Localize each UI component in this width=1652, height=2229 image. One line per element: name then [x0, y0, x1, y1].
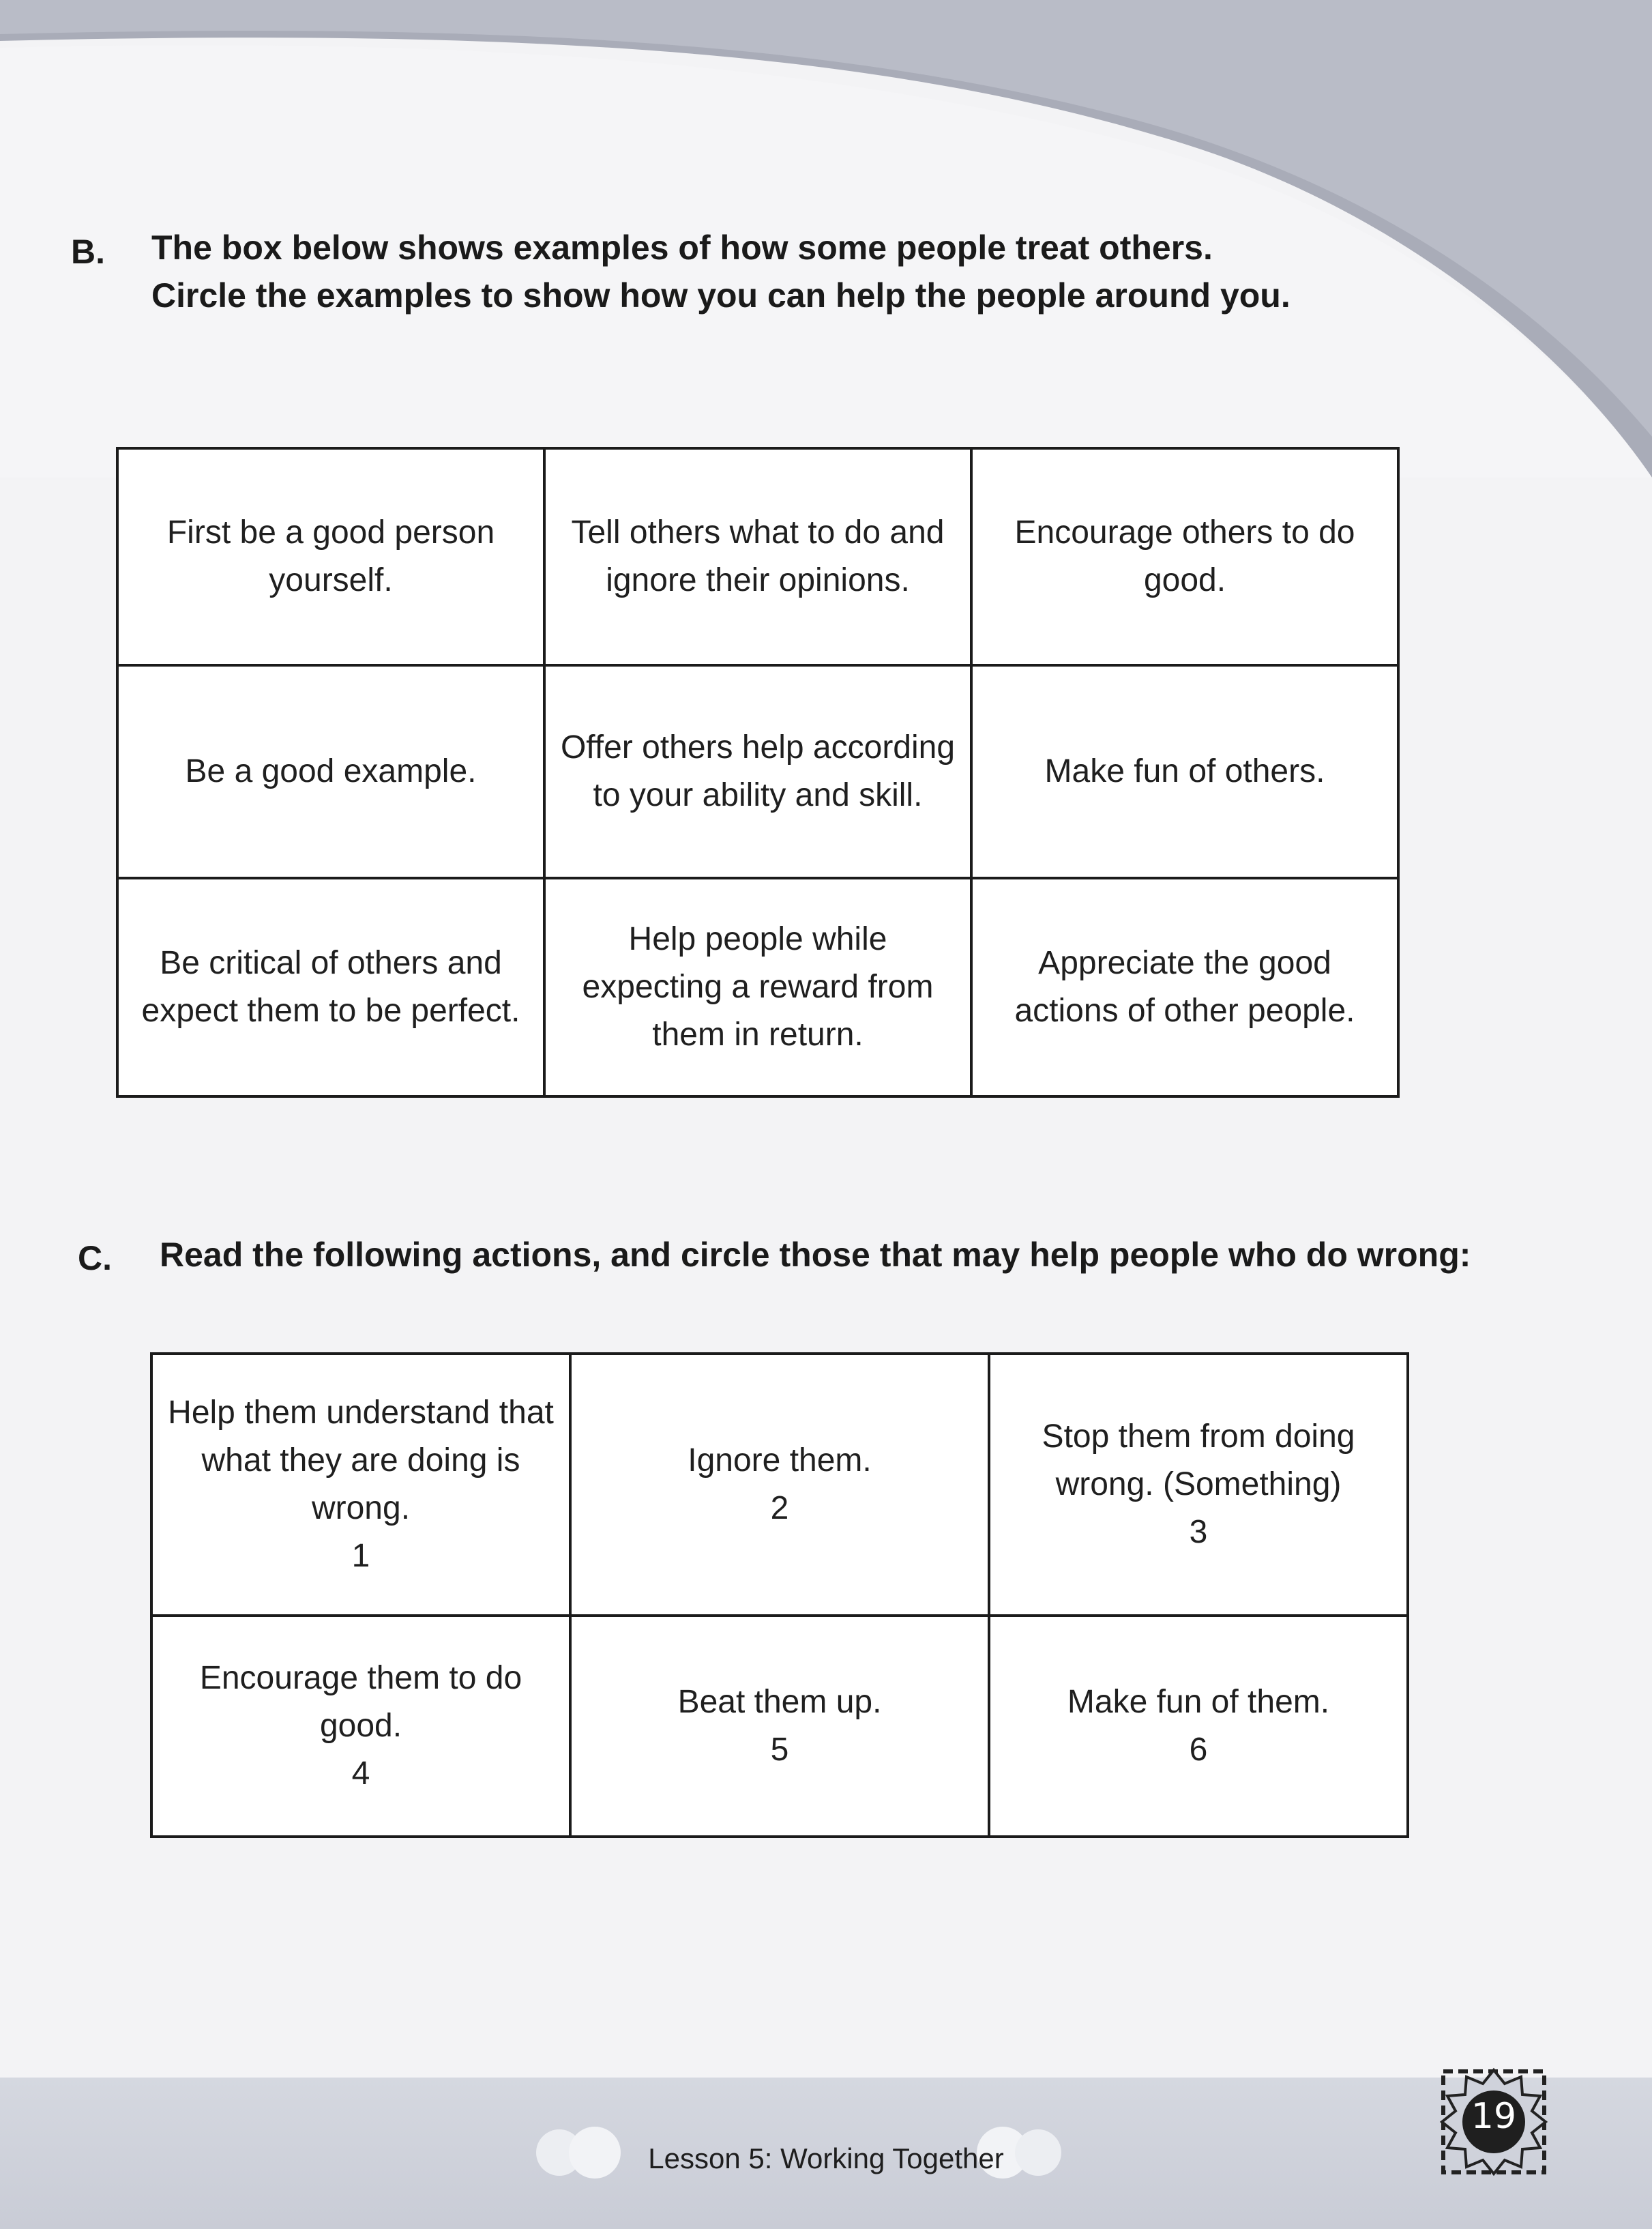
page-number: 19 — [1471, 2096, 1517, 2137]
action-text: Beat them up. — [677, 1684, 882, 1720]
action-text: Encourage them to do good. — [199, 1660, 522, 1744]
section-c-table — [150, 1352, 1409, 1838]
action-text: Ignore them. — [688, 1442, 872, 1478]
action-number: 4 — [351, 1755, 370, 1792]
action-number: 5 — [770, 1732, 789, 1768]
action-cell[interactable] — [570, 1616, 989, 1837]
option-cell[interactable]: First be a good person yourself. — [117, 448, 544, 665]
table-row — [151, 1616, 1408, 1837]
action-text: Make fun of them. — [1067, 1684, 1330, 1720]
option-cell[interactable]: Encourage others to do good. — [971, 448, 1398, 665]
option-cell[interactable]: Offer others help according to your ability and skill. — [544, 665, 971, 878]
option-cell[interactable]: Be critical of others and expect them to be perfect. — [117, 878, 544, 1096]
table-row — [117, 665, 1398, 878]
table-row — [117, 878, 1398, 1096]
section-b-table — [116, 447, 1400, 1098]
footer-lesson-title: Lesson 5: Working Together — [648, 2142, 1004, 2174]
action-cell[interactable] — [570, 1354, 989, 1616]
action-number: 6 — [1189, 1732, 1208, 1768]
option-cell[interactable]: Tell others what to do and ignore their opinions. — [544, 448, 971, 665]
action-cell[interactable] — [151, 1354, 570, 1616]
action-number: 3 — [1189, 1514, 1208, 1550]
option-cell[interactable]: Make fun of others. — [971, 665, 1398, 878]
section-b-instruction-line2: Circle the examples to show how you can help the people around you. — [151, 276, 1290, 315]
table-row — [151, 1354, 1408, 1616]
section-b-instruction-line1: The box below shows examples of how some people treat others. — [151, 229, 1213, 267]
action-cell[interactable] — [989, 1354, 1408, 1616]
option-cell[interactable]: Be a good example. — [117, 665, 544, 878]
action-cell[interactable] — [151, 1616, 570, 1837]
section-c-letter: C. — [78, 1239, 112, 1277]
section-b-letter: B. — [71, 233, 105, 271]
action-number: 2 — [770, 1490, 789, 1526]
action-text: Stop them from doing wrong. (Something) — [1042, 1418, 1355, 1502]
option-cell[interactable]: Help people while expecting a reward from them in return. — [544, 878, 971, 1096]
table-row — [117, 448, 1398, 665]
option-cell[interactable]: Appreciate the good actions of other people. — [971, 878, 1398, 1096]
action-text: Help them understand that what they are doing is wrong. — [168, 1395, 554, 1526]
section-c-instruction: Read the following actions, and circle those that may help people who do wrong: — [160, 1236, 1471, 1274]
action-number: 1 — [351, 1538, 370, 1574]
action-cell[interactable] — [989, 1616, 1408, 1837]
